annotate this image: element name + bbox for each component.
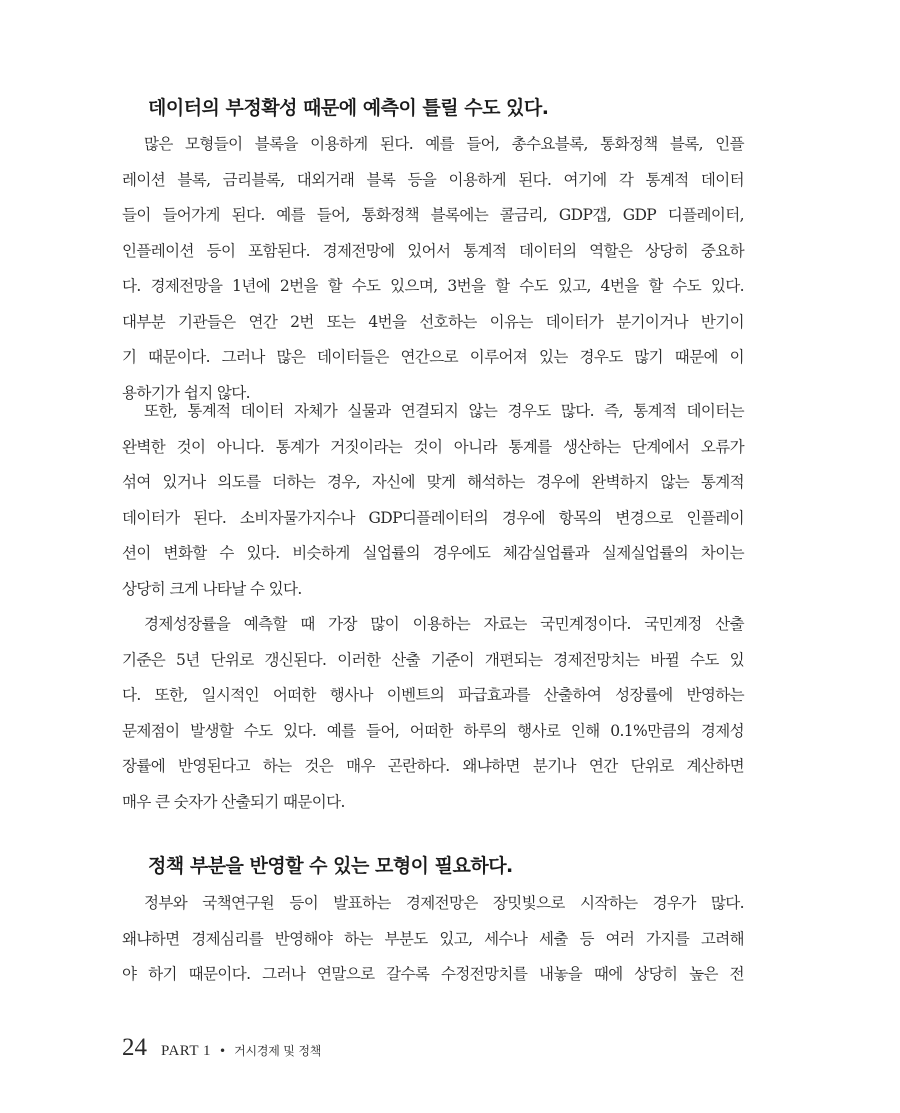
section-heading-policy-model: 정책 부분을 반영할 수 있는 모형이 필요하다. [148, 855, 513, 877]
paragraph-national-accounts [122, 607, 744, 820]
text-line: 션이 변화할 수 있다. 비슷하게 실업률의 경우에도 체감실업률과 실제실업률의 차이는 [122, 544, 744, 562]
part-label: PART 1 [161, 1043, 212, 1059]
text-line: 기 때문이다. 그러나 많은 데이터들은 연간으로 이루어져 있는 경우도 많기 때문에 이 [122, 348, 744, 366]
text-line: 데이터가 된다. 소비자물가지수나 GDP디플레이터의 경우에 항목의 변경으로 인플레이 [122, 508, 744, 527]
section-heading-data-inaccuracy: 데이터의 부정확성 때문에 예측이 틀릴 수도 있다. [148, 97, 549, 119]
paragraph-model-blocks [122, 127, 744, 411]
text-line: 레이션 블록, 금리블록, 대외거래 블록 등을 이용하게 된다. 여기에 각 통계적 데이터 [122, 170, 744, 189]
text-line: 매우 큰 숫자가 산출되기 때문이다. [122, 792, 345, 811]
paragraph-statistical-data [122, 394, 744, 607]
text-line: 많은 모형들이 블록을 이용하게 된다. 예를 들어, 총수요블록, 통화정책 블록, 인플 [144, 135, 744, 153]
text-line: 장률에 반영된다고 하는 것은 매우 곤란하다. 왜냐하면 분기나 연간 단위로 계산하면 [122, 757, 744, 775]
text-line: 왜냐하면 경제심리를 반영해야 하는 부분도 있고, 세수나 세출 등 여러 가지를 고려해 [122, 929, 744, 948]
text-line: 문제점이 발생할 수도 있다. 예를 들어, 어떠한 하루의 행사로 인해 0.1%만큼의 경제성 [122, 721, 744, 740]
text-line: 야 하기 때문이다. 그러나 연말으로 갈수록 수정전망치를 내놓을 때에 상당히 높은 전 [122, 965, 744, 983]
text-line: 들이 들어가게 된다. 예를 들어, 통화정책 블록에는 콜금리, GDP갭, GDP 디플레이터, [122, 206, 744, 224]
bullet-separator: • [219, 1044, 227, 1058]
paragraph-government-forecast [122, 886, 744, 993]
text-line: 또한, 통계적 데이터 자체가 실물과 연결되지 않는 경우도 많다. 즉, 통계적 데이터는 [144, 402, 744, 420]
text-line: 경제성장률을 예측할 때 가장 많이 이용하는 자료는 국민계정이다. 국민계정 산출 [144, 615, 744, 633]
page-footer [122, 1034, 321, 1062]
text-line: 기준은 5년 단위로 갱신된다. 이러한 산출 기준이 개편되는 경제전망치는 바뀔 수도 있 [122, 650, 744, 669]
page-number: 24 [122, 1034, 147, 1061]
text-line: 다. 경제전망을 1년에 2번을 할 수도 있으며, 3번을 할 수도 있고, 4번을 할 수도 있다. [122, 277, 744, 295]
text-line: 섞여 있거나 의도를 더하는 경우, 자신에 맞게 해석하는 경우에 완벽하지 않는 통계적 [122, 473, 744, 491]
text-line: 용하기가 쉽지 않다. [122, 383, 250, 402]
part-title: 거시경제 및 정책 [234, 1044, 322, 1058]
text-line: 다. 또한, 일시적인 어떠한 행사나 이벤트의 파급효과를 산출하여 성장률에 반영하는 [122, 686, 744, 704]
text-line: 대부분 기관들은 연간 2번 또는 4번을 선호하는 이유는 데이터가 분기이거나 반기이 [122, 312, 744, 331]
text-line: 정부와 국책연구원 등이 발표하는 경제전망은 장밋빛으로 시작하는 경우가 많다. [144, 894, 744, 912]
text-line: 완벽한 것이 아니다. 통계가 거짓이라는 것이 아니라 통계를 생산하는 단계에서 오류가 [122, 437, 744, 456]
text-line: 상당히 크게 나타날 수 있다. [122, 579, 302, 598]
text-line: 인플레이션 등이 포함된다. 경제전망에 있어서 통계적 데이터의 역할은 상당히 중요하 [122, 241, 744, 260]
